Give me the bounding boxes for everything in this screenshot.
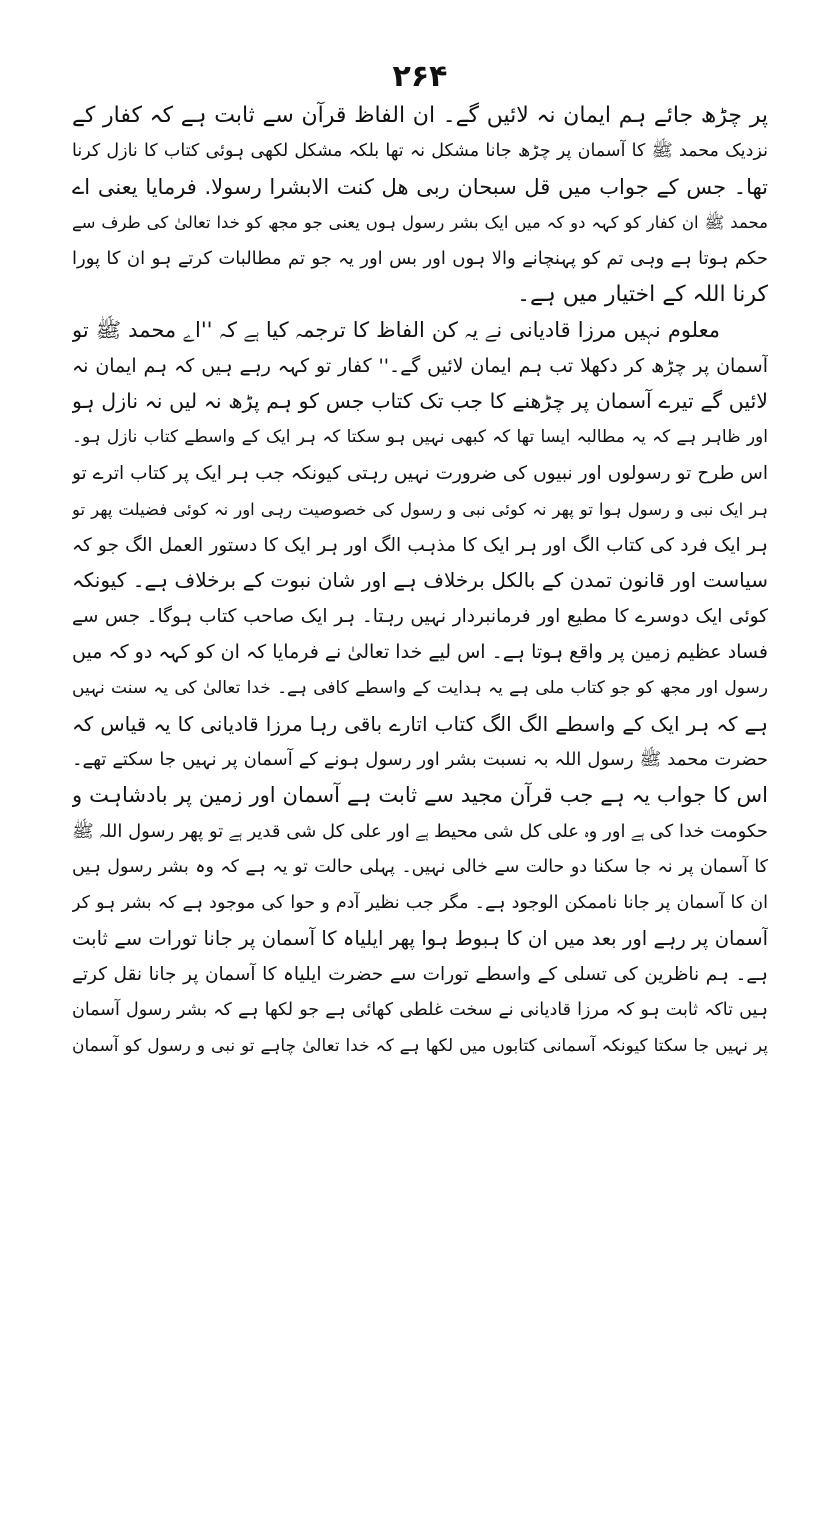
text-line: ہے۔ ہم ناظرین کی تسلی کے واسطے تورات سے حضرت ایلیاہ کا آسمان پر جانا نقل کرتے — [72, 964, 768, 986]
text-line: اور ظاہر ہے کہ یہ مطالبہ ایسا تھا کہ کبھی نہیں ہو سکتا کہ ہر ایک کے واسطے کتاب نازل ہو۔ — [72, 427, 768, 448]
text-line: حضرت محمد ﷺ رسول اللہ بہ نسبت بشر اور رسول ہونے کے آسمان پر نہیں جا سکتے تھے۔ — [72, 749, 768, 771]
text-line: فساد عظیم زمین پر واقع ہوتا ہے۔ اس لیے خدا تعالیٰ نے فرمایا کہ ان کو کہہ دو کہ میں — [72, 640, 768, 663]
text-line: حکم ہوتا ہے وہی تم کو پہنچانے والا ہوں اور بس اور یہ جو تم مطالبات کرتے ہو ان کا پورا — [72, 248, 768, 270]
text-line: آسمان پر چڑھ کر دکھلا تب ہم ایمان لائیں گے۔'' کفار تو کہہ رہے ہیں کہ ہم ایمان نہ — [72, 354, 768, 377]
text-line: لائیں گے تیرے آسمان پر چڑھنے کا جب تک کتاب جس کو ہم پڑھ نہ لیں نہ نازل ہو — [72, 389, 768, 414]
text-line: حکومت خدا کی ہے اور وہ علی کل شی محیط ہے اور علی کل شی قدیر ہے تو پھر رسول اللہ ﷺ — [72, 820, 768, 842]
text-line: آسمان پر رہے اور بعد میں ان کا ہبوط ہوا پھر ایلیاہ کا آسمان پر جانا تورات سے ثابت — [72, 927, 768, 951]
text-line: معلوم نہیں مرزا قادیانی نے یہ کن الفاظ کا ترجمہ کیا ہے کہ ''اے محمد ﷺ تو — [72, 317, 720, 342]
text-line: پر چڑھ جائے ہم ایمان نہ لائیں گے۔ ان الفاظ قرآن سے ثابت ہے کہ کفار کے — [72, 103, 768, 128]
text-line: اس کا جواب یہ ہے جب قرآن مجید سے ثابت ہے آسمان اور زمین پر بادشاہت و — [72, 783, 768, 808]
text-line: کا آسمان پر نہ جا سکنا دو حالت سے خالی نہیں۔ پہلی حالت تو یہ ہے کہ وہ بشر رسول ہیں — [72, 856, 768, 877]
page-number: ۲۶۴ — [392, 59, 448, 94]
text-line: ہیں تاکہ ثابت ہو کہ مرزا قادیانی نے سخت غلطی کھائی ہے جو لکھا ہے کہ بشر رسول آسمان — [72, 999, 768, 1020]
text-line: رسول اور مجھ کو جو کتاب ملی ہے یہ ہدایت کے واسطے کافی ہے۔ خدا تعالیٰ کی یہ سنت نہیں — [72, 677, 768, 698]
text-line: ہر ایک نبی و رسول ہوا تو پھر نہ کوئی نبی و رسول کی خصوصیت رہی اور نہ کوئی فضیلت پھر تو — [72, 499, 768, 519]
text-line: تھا۔ جس کے جواب میں قل سبحان ربی هل کنت الابشرا رسولا. فرمایا یعنی اے — [72, 174, 768, 199]
text-line: کوئی ایک دوسرے کا مطیع اور فرمانبردار نہیں رہتا۔ ہر ایک صاحب کتاب ہوگا۔ جس سے — [72, 606, 768, 628]
text-line: ہے کہ ہر ایک کے واسطے الگ الگ کتاب اتارے باقی رہا مرزا قادیانی کا یہ قیاس کہ — [72, 711, 768, 736]
text-line: پر نہیں جا سکتا کیونکہ آسمانی کتابوں میں لکھا ہے کہ خدا تعالیٰ چاہے تو نبی و رسول کو آسمان — [72, 1035, 768, 1056]
text-line: کرنا اللہ کے اختیار میں ہے۔ — [517, 281, 768, 307]
text-line: سیاست اور قانون تمدن کے بالکل برخلاف ہے اور شان نبوت کے برخلاف ہے۔ کیونکہ — [72, 568, 768, 593]
body-text — [72, 98, 768, 1065]
text-line: ان کا آسمان پر جانا ناممکن الوجود ہے۔ مگر جب نظیر آدم و حوا کی موجود ہے کہ بشر ہو کر — [72, 892, 768, 913]
text-line: اس طرح تو رسولوں اور نبیوں کی ضرورت نہیں رہتی کیونکہ جب ہر ایک پر کتاب اترے تو — [72, 462, 768, 484]
text-line: محمد ﷺ ان کفار کو کہہ دو کہ میں ایک بشر رسول ہوں یعنی جو مجھ کو خدا تعالیٰ کی طرف سے — [72, 213, 768, 233]
text-line: نزدیک محمد ﷺ کا آسمان پر چڑھ جانا مشکل نہ تھا بلکہ مشکل لکھی ہوئی کتاب کا نازل کرنا — [72, 140, 768, 161]
text-line: ہر ایک فرد کی کتاب الگ اور ہر ایک کا مذہب الگ اور ہر ایک کا دستور العمل الگ جو کہ — [72, 534, 768, 556]
